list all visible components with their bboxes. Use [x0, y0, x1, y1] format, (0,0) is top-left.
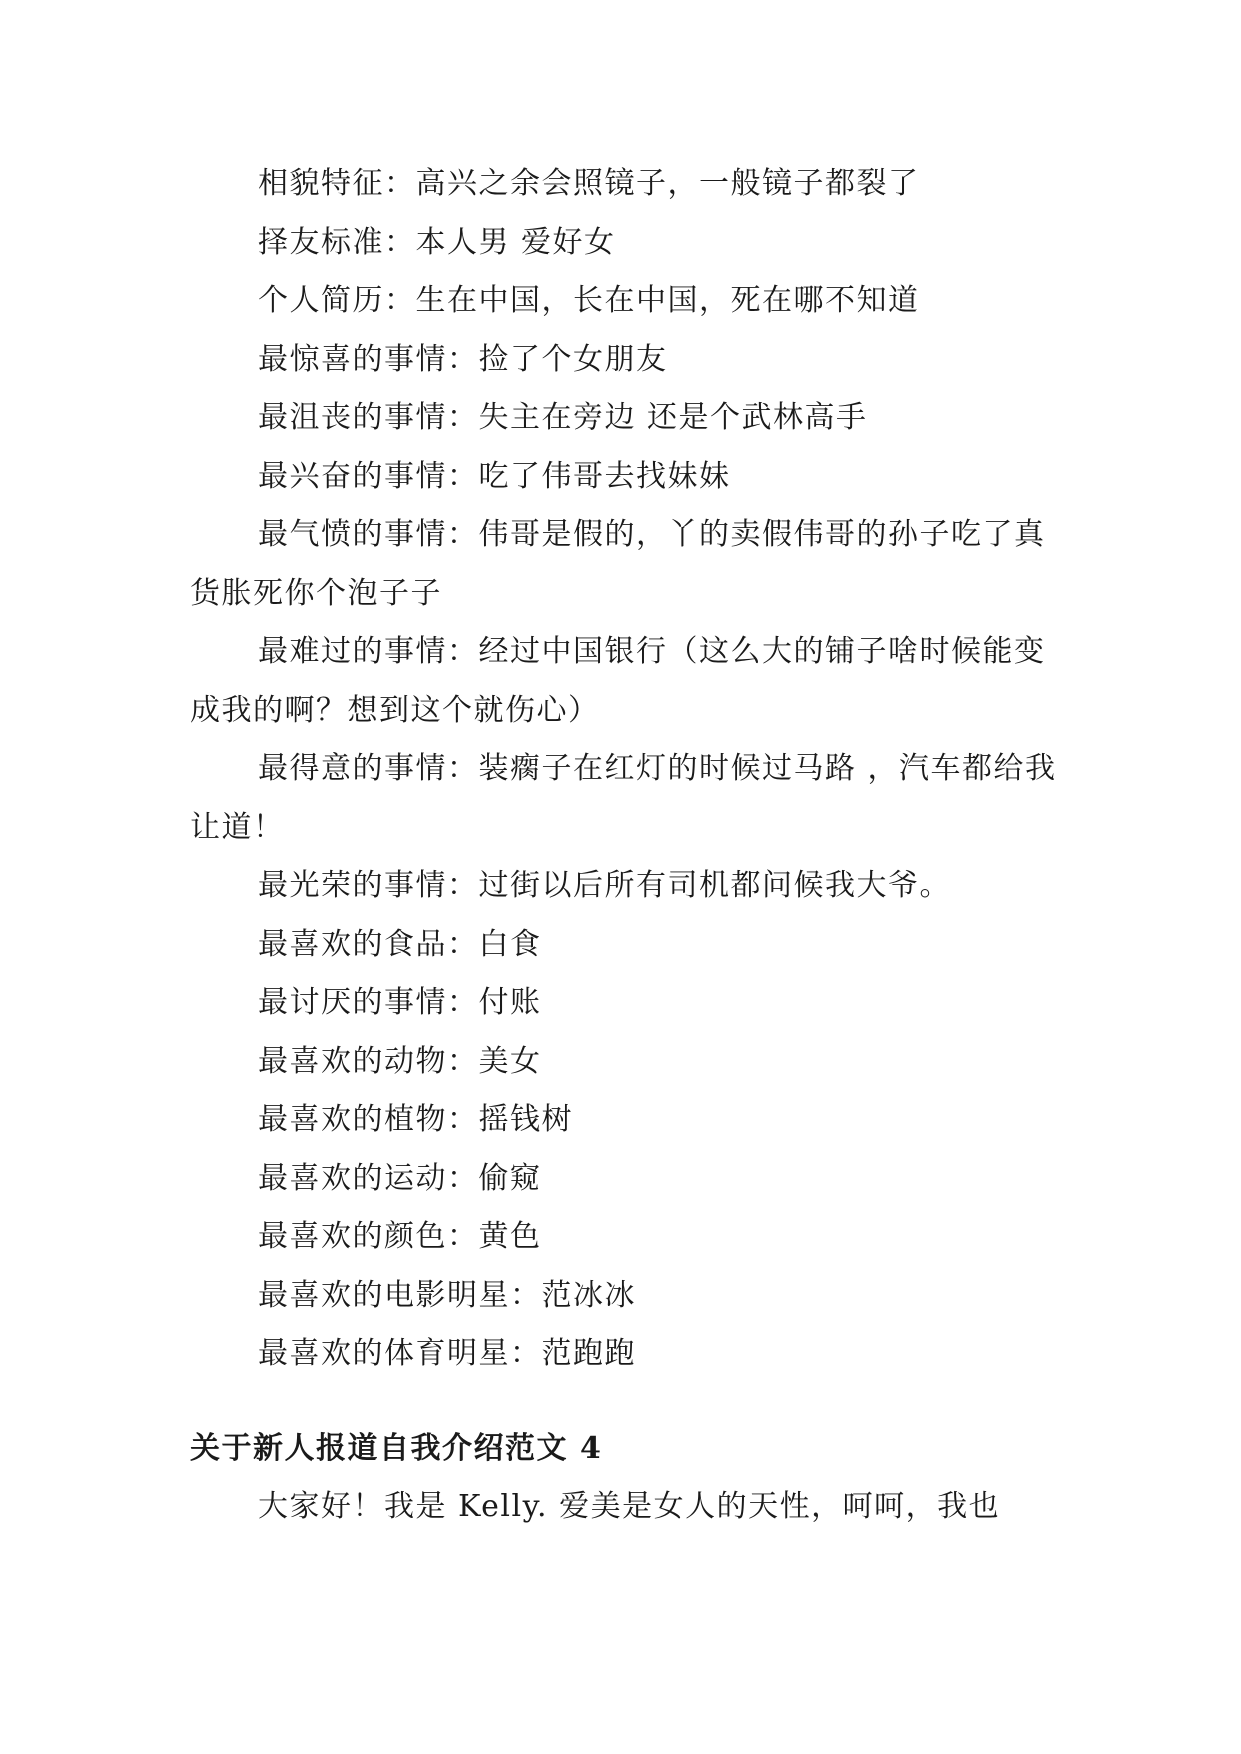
- paragraph: 相貌特征：高兴之余会照镜子，一般镜子都裂了: [258, 166, 920, 201]
- paragraph: 最得意的事情：装瘸子在红灯的时候过马路 ，汽车都给我让道！: [190, 751, 1057, 845]
- paragraph: 最喜欢的植物：摇钱树: [258, 1102, 573, 1137]
- paragraph: 最沮丧的事情：失主在旁边 还是个武林高手: [258, 400, 868, 435]
- paragraph: 择友标准：本人男 爱好女: [258, 224, 616, 260]
- paragraph: 最兴奋的事情：吃了伟哥去找妹妹: [258, 458, 731, 494]
- paragraph: 个人简历：生在中国，长在中国，死在哪不知道: [258, 283, 920, 318]
- paragraph: 最喜欢的体育明星：范跑跑: [258, 1336, 636, 1371]
- paragraph: 最难过的事情：经过中国银行（这么大的铺子啥时候能变成我的啊？想到这个就伤心）: [190, 634, 1046, 728]
- document-body: [190, 155, 1060, 1537]
- paragraph: 最喜欢的动物：美女: [258, 1043, 542, 1079]
- paragraph: 最喜欢的运动：偷窥: [258, 1160, 542, 1196]
- paragraph: 最喜欢的颜色：黄色: [258, 1219, 542, 1254]
- paragraph: 最喜欢的电影明星：范冰冰: [258, 1277, 636, 1313]
- paragraph: 最光荣的事情：过街以后所有司机都问候我大爷。: [258, 868, 951, 903]
- section-heading: 关于新人报道自我介绍范文 4: [190, 1430, 603, 1466]
- paragraph: 最喜欢的食品：白食: [258, 926, 542, 962]
- intro-paragraph: 大家好！我是 Kelly. 爱美是女人的天性，呵呵，我也: [258, 1489, 1001, 1524]
- paragraph: 最气愤的事情：伟哥是假的，丫的卖假伟哥的孙子吃了真货胀死你个泡子子: [190, 517, 1046, 611]
- paragraph: 最惊喜的事情：捡了个女朋友: [258, 341, 668, 377]
- paragraph: 最讨厌的事情：付账: [258, 985, 542, 1020]
